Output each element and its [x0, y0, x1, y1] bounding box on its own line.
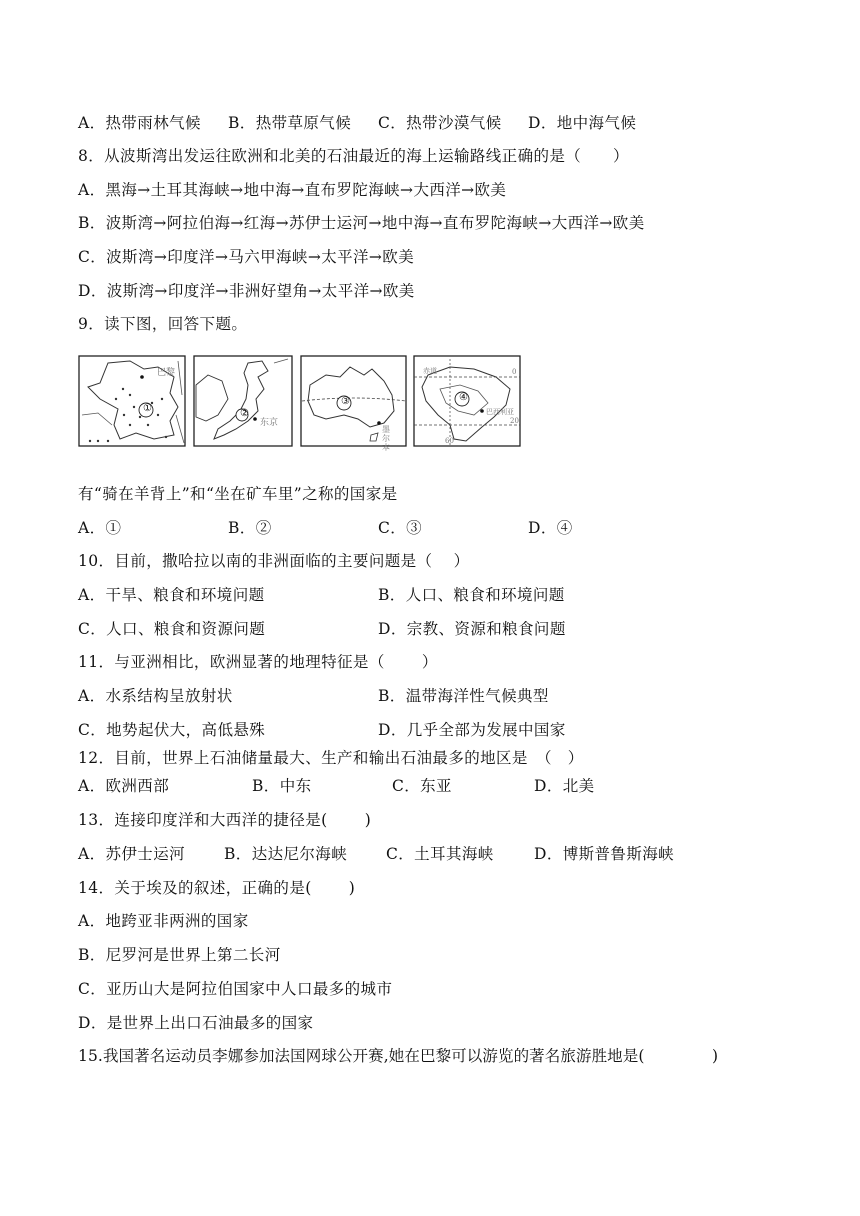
- q10-option-a[interactable]: A．干旱、粮食和环境问题: [78, 586, 265, 604]
- map4-label-equator: 赤道: [423, 367, 437, 375]
- q9-stem: 9．读下图，回答下题。: [78, 315, 248, 333]
- q13-option-a[interactable]: A．苏伊士运河: [78, 845, 185, 863]
- q12-option-b[interactable]: B．中东: [252, 777, 312, 795]
- q11-option-b[interactable]: B．温带海洋性气候典型: [378, 687, 549, 705]
- q15-stem: 15.我国著名运动员李娜参加法国网球公开赛,她在巴黎可以游览的著名旅游胜地是( ): [78, 1047, 719, 1065]
- q10-stem: 10．目前，撒哈拉以南的非洲面临的主要问题是（ ）: [78, 552, 470, 570]
- q9-option-c[interactable]: C．③: [378, 519, 423, 537]
- q13-option-b[interactable]: B．达达尼尔海峡: [224, 845, 348, 863]
- map2-label-tokyo: 东京: [260, 418, 279, 428]
- map1-label-paris: 巴黎: [157, 368, 176, 378]
- q11-stem: 11．与亚洲相比，欧洲显著的地理特征是（ ）: [78, 653, 438, 671]
- map2-number: ②: [240, 408, 249, 419]
- q14-option-d[interactable]: D．是世界上出口石油最多的国家: [78, 1014, 314, 1032]
- q11-option-c[interactable]: C．地势起伏大，高低悬殊: [78, 721, 266, 739]
- map4-label-brasilia: 巴西利亚: [486, 408, 514, 416]
- q13-option-d[interactable]: D．博斯普鲁斯海峡: [534, 845, 675, 863]
- map1-number: ①: [143, 403, 152, 414]
- map4-tick-60: 60: [445, 437, 454, 445]
- map4-tick-0: 0: [512, 368, 517, 376]
- q13-stem: 13．连接印度洋和大西洋的捷径是( ): [78, 811, 372, 829]
- q7-option-d[interactable]: D．地中海气候: [528, 114, 637, 132]
- q14-stem: 14．关于埃及的叙述，正确的是( ): [78, 879, 356, 897]
- q13-option-c[interactable]: C．土耳其海峡: [386, 845, 494, 863]
- q8-option-a[interactable]: A．黑海→土耳其海峡→地中海→直布罗陀海峡→大西洋→欧美: [78, 181, 507, 199]
- q7-option-a[interactable]: A．热带雨林气候: [78, 114, 201, 132]
- q14-option-c[interactable]: C．亚历山大是阿拉伯国家中人口最多的城市: [78, 980, 393, 998]
- map4-tick-20: 20: [510, 417, 519, 425]
- q12-stem: 12．目前，世界上石油储量最大、生产和输出石油最多的地区是 （ ）: [78, 749, 584, 767]
- q9-option-d[interactable]: D．④: [528, 519, 573, 537]
- q11-option-d[interactable]: D．几乎全部为发展中国家: [378, 721, 566, 739]
- q8-option-d[interactable]: D．波斯湾→印度洋→非洲好望角→太平洋→欧美: [78, 282, 415, 300]
- q14-option-b[interactable]: B．尼罗河是世界上第二长河: [78, 946, 281, 964]
- q11-option-a[interactable]: A．水系结构呈放射状: [78, 687, 233, 705]
- q10-option-b[interactable]: B．人口、粮食和环境问题: [378, 586, 565, 604]
- q12-option-d[interactable]: D．北美: [534, 777, 595, 795]
- map3-label-melbourne: 墨尔本: [382, 425, 390, 452]
- q8-stem: 8．从波斯湾出发运往欧洲和北美的石油最近的海上运输路线正确的是（ ）: [78, 147, 629, 165]
- q9-question: 有“骑在羊背上”和“坐在矿车里”之称的国家是: [78, 485, 398, 503]
- q8-option-c[interactable]: C．波斯湾→印度洋→马六甲海峡→太平洋→欧美: [78, 248, 415, 266]
- q10-option-d[interactable]: D．宗教、资源和粮食问题: [378, 620, 566, 638]
- map4-number: ④: [459, 392, 468, 403]
- q12-option-c[interactable]: C．东亚: [392, 777, 452, 795]
- map3-number: ③: [341, 396, 350, 407]
- q12-option-a[interactable]: A．欧洲西部: [78, 777, 170, 795]
- q9-option-b[interactable]: B．②: [228, 519, 272, 537]
- q7-option-b[interactable]: B．热带草原气候: [228, 114, 352, 132]
- q7-option-c[interactable]: C．热带沙漠气候: [378, 114, 502, 132]
- q14-option-a[interactable]: A．地跨亚非两洲的国家: [78, 912, 249, 930]
- q9-option-a[interactable]: A．①: [78, 519, 122, 537]
- q8-option-b[interactable]: B．波斯湾→阿拉伯海→红海→苏伊士运河→地中海→直布罗陀海峡→大西洋→欧美: [78, 214, 645, 232]
- q10-option-c[interactable]: C．人口、粮食和资源问题: [78, 620, 266, 638]
- map-japan: [194, 356, 292, 446]
- q9-map-figure: [78, 355, 522, 452]
